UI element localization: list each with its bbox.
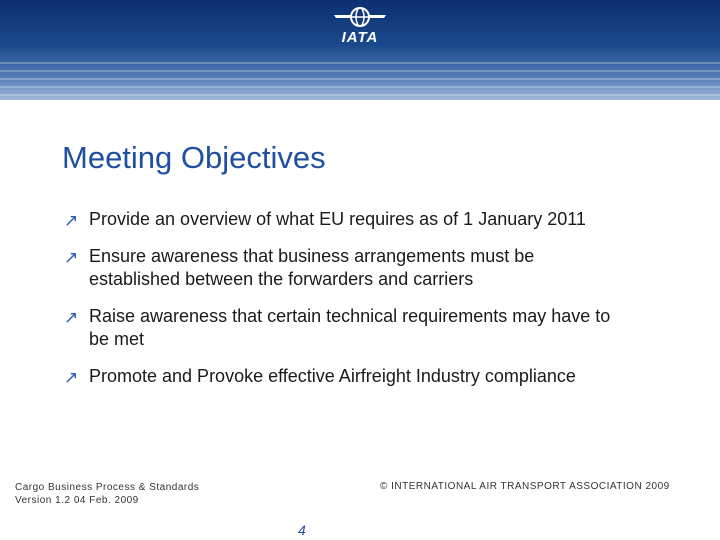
header-stripe [0,62,720,64]
header-stripe [0,86,720,88]
bullet-text-continued: be met [89,329,145,349]
slide-title: Meeting Objectives [62,140,326,175]
bullet-list [62,208,682,402]
page-number: 4 [298,522,306,538]
bullet-text-continued: established between the forwarders and carriers [89,269,474,289]
header-banner [0,0,720,100]
bullet-text: Promote and Provoke effective Airfreight Industry compliance [89,366,576,386]
header-stripe [0,70,720,72]
footer-copyright: © INTERNATIONAL AIR TRANSPORT ASSOCIATION 2009 [380,481,670,492]
bullet-item [62,208,682,231]
iata-logo [330,6,390,50]
arrow-up-right-icon: ↗ [64,368,79,387]
iata-globe-icon [332,6,388,28]
header-stripe [0,78,720,80]
bullet-item [62,305,682,351]
footer-department: Cargo Business Process & Standards [15,482,200,493]
footer-version: Version 1.2 04 Feb. 2009 [15,495,139,506]
header-stripe [0,94,720,96]
arrow-up-right-icon: ↗ [64,248,79,267]
footer-document-info [15,481,199,507]
bullet-text: Provide an overview of what EU requires as of 1 January 2011 [89,209,586,229]
bullet-item [62,365,682,388]
arrow-up-right-icon: ↗ [64,308,79,327]
bullet-text: Ensure awareness that business arrangements must be [89,246,535,266]
bullet-text: Raise awareness that certain technical requirements may have to [89,306,611,326]
bullet-item [62,245,682,291]
arrow-up-right-icon: ↗ [64,211,79,230]
logo-text: IATA [341,29,379,46]
